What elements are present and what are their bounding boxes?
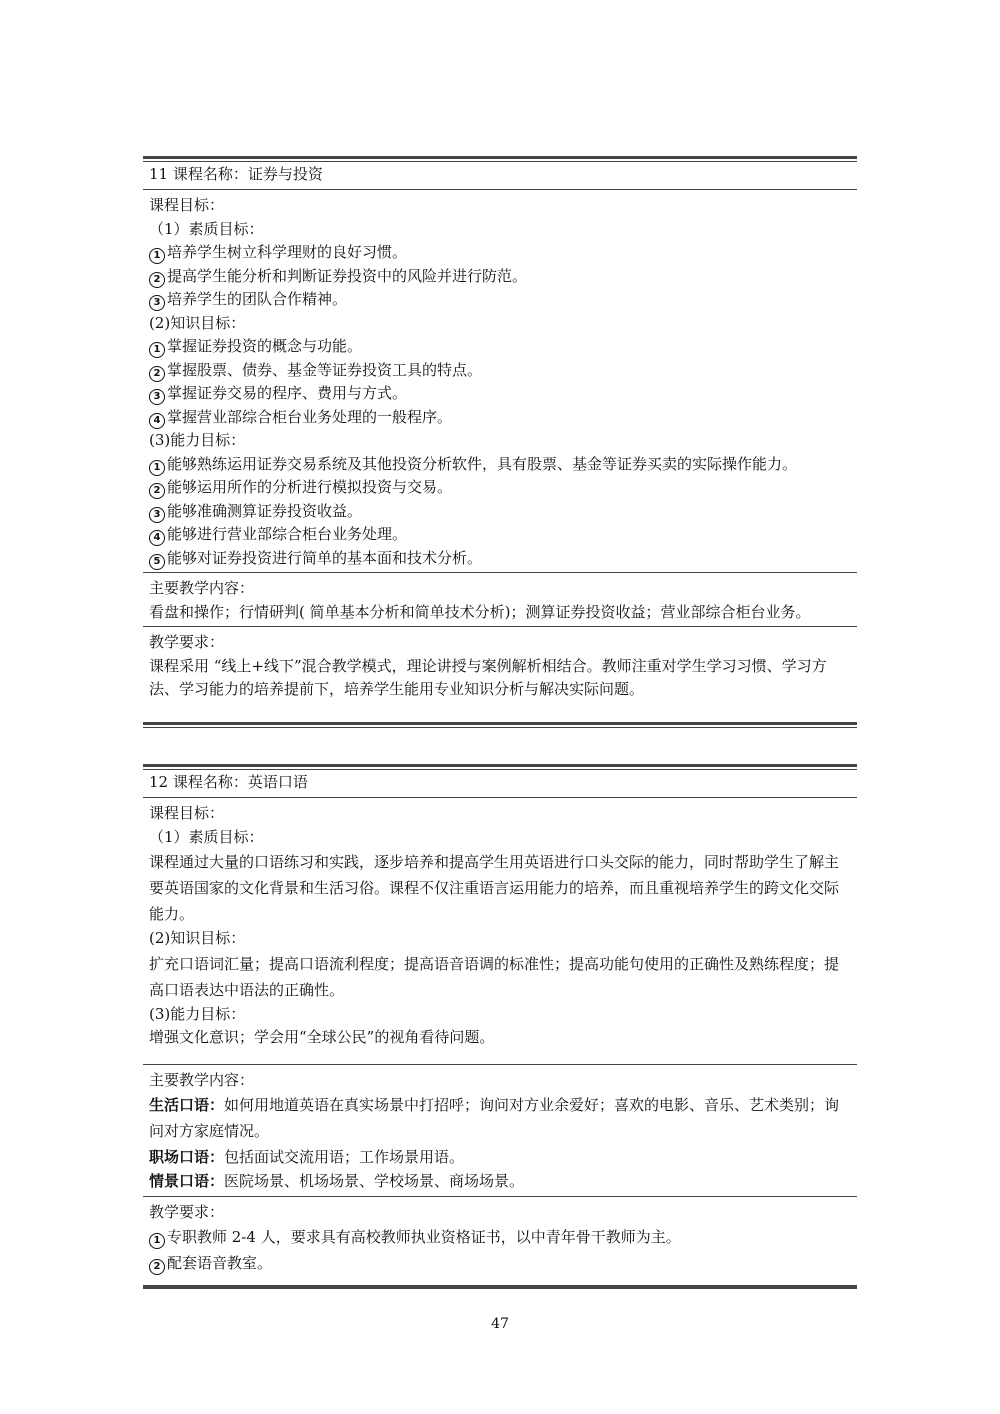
list-item: 2 能够运用所作的分析进行模拟投资与交易。 <box>149 476 851 500</box>
knowledge-label: (2)知识目标： <box>149 929 246 947</box>
number-1-icon: 1 <box>149 342 165 358</box>
course-table-11 <box>143 156 857 725</box>
table-top-border <box>143 156 857 159</box>
number-2-icon: 2 <box>149 1259 165 1275</box>
list-item: 5 能够对证券投资进行简单的基本面和技术分析。 <box>149 547 851 571</box>
content-text: 看盘和操作；行情研判( 简单基本分析和简单技术分析)；测算证券投资收益；营业部综合柜台业务。 <box>149 602 811 621</box>
content-label: 主要教学内容： <box>149 579 255 597</box>
list-item: 2 掌握股票、债券、基金等证券投资工具的特点。 <box>149 359 851 383</box>
course-title-row <box>143 159 857 189</box>
list-item: 4 能够进行营业部综合柜台业务处理。 <box>149 523 851 547</box>
list-item: 3 培养学生的团队合作精神。 <box>149 288 851 312</box>
list-item: 职场口语：包括面试交流用语；工作场景用语。 <box>149 1148 465 1166</box>
requirements-section <box>143 626 857 708</box>
quality-label: （1）素质目标： <box>149 219 264 238</box>
list-item: 3 能够准确测算证券投资收益。 <box>149 500 851 524</box>
req-label: 教学要求： <box>149 633 225 651</box>
course-goals-section <box>143 797 857 1064</box>
number-1-icon: 1 <box>149 460 165 476</box>
number-2-icon: 2 <box>149 366 165 382</box>
main-content-section <box>143 1064 857 1196</box>
number-4-icon: 4 <box>149 530 165 546</box>
number-3-icon: 3 <box>149 295 165 311</box>
ability-label: (3)能力目标： <box>149 1004 246 1023</box>
main-content-section <box>143 572 857 626</box>
table-bottom-border <box>143 722 857 725</box>
number-5-icon: 5 <box>149 554 165 570</box>
list-item: 2 提高学生能分析和判断证券投资中的风险并进行防范。 <box>149 265 851 289</box>
course-goals-section <box>143 189 857 572</box>
ability-label: (3)能力目标： <box>149 431 246 449</box>
number-1-icon: 1 <box>149 248 165 264</box>
list-item: 1 能够熟练运用证券交易系统及其他投资分析软件，具有股票、基金等证券买卖的实际操作能力。 <box>149 453 851 477</box>
list-item: 2 配套语音教室。 <box>149 1250 851 1276</box>
quality-label: （1）素质目标： <box>149 827 264 846</box>
number-3-icon: 3 <box>149 507 165 523</box>
number-4-icon: 4 <box>149 413 165 429</box>
list-item: 情景口语：医院场景、机场场景、学校场景、商场场景。 <box>149 1172 525 1190</box>
course-title: 12 课程名称：英语口语 <box>149 773 308 791</box>
list-item: 1 培养学生树立科学理财的良好习惯。 <box>149 241 851 265</box>
knowledge-text: 扩充口语词汇量；提高口语流利程度；提高语音语调的标准性；提高功能句使用的正确性及熟练程度；提高口语表达中语法的正确性。 <box>149 954 840 999</box>
course-title: 11 课程名称：证券与投资 <box>149 165 323 183</box>
goal-label: 课程目标： <box>149 804 225 822</box>
list-item: 1 掌握证券投资的概念与功能。 <box>149 335 851 359</box>
list-item: 3 掌握证券交易的程序、费用与方式。 <box>149 382 851 406</box>
list-item: 1 专职教师 2-4 人，要求具有高校教师执业资格证书，以中青年骨干教师为主。 <box>149 1224 851 1250</box>
goal-label: 课程目标： <box>149 196 225 214</box>
req-label: 教学要求： <box>149 1202 225 1221</box>
list-item: 4 掌握营业部综合柜台业务处理的一般程序。 <box>149 406 851 430</box>
number-3-icon: 3 <box>149 389 165 405</box>
quality-text: 课程通过大量的口语练习和实践，逐步培养和提高学生用英语进行口头交际的能力，同时帮助学生了解主要英语国家的文化背景和生活习俗。课程不仅注重语言运用能力的培养，而且重视培养学生的跨文化交际能力。 <box>149 853 840 923</box>
number-1-icon: 1 <box>149 1233 165 1249</box>
number-2-icon: 2 <box>149 483 165 499</box>
content-label: 主要教学内容： <box>149 1070 255 1089</box>
course-table-12 <box>143 764 857 1286</box>
table-bottom-border <box>143 1282 857 1286</box>
req-text: 课程采用 “线上+线下”混合教学模式，理论讲授与案例解析相结合。教师注重对学生学习习惯、学习方法、学习能力的培养提前下，培养学生能用专业知识分析与解决实际问题。 <box>149 656 827 698</box>
course-title-row <box>143 767 857 797</box>
requirements-section <box>143 1196 857 1283</box>
knowledge-label: (2)知识目标： <box>149 313 246 332</box>
page-number: 47 <box>491 1316 509 1332</box>
list-item: 生活口语：如何用地道英语在真实场景中打招呼；询问对方业余爱好；喜欢的电影、音乐、艺术类别；询问对方家庭情况。 <box>149 1096 840 1140</box>
table-top-border <box>143 764 857 767</box>
ability-text: 增强文化意识；学会用“全球公民”的视角看待问题。 <box>149 1028 495 1046</box>
number-2-icon: 2 <box>149 272 165 288</box>
